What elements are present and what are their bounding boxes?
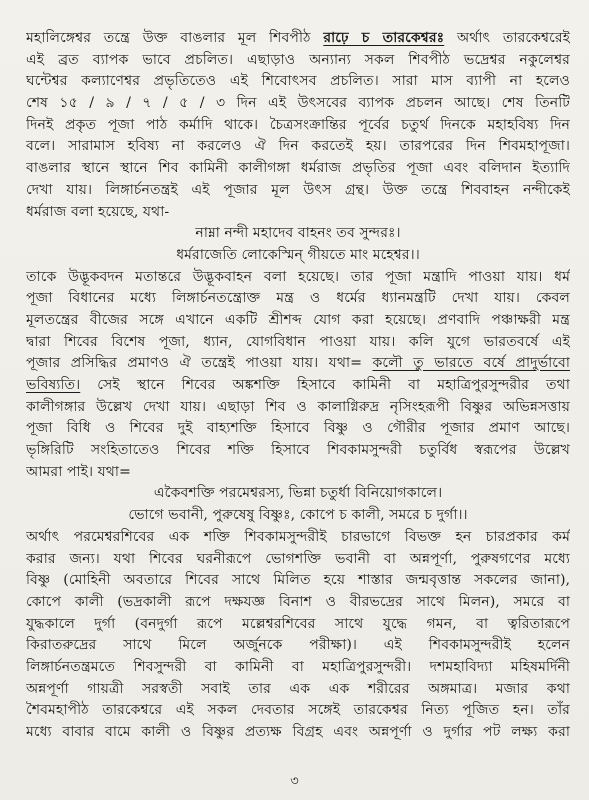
text-line: করার জন্য। যথা শিবের ঘরনীরূপে ভোগশক্তি ভবানী বা অন্নপূর্ণা, পুরুষগণের মধ্যে	[26, 550, 570, 567]
text-line	[26, 28, 570, 50]
emphasized-phrase: রাঢ়ে চ তারকেশ্বরঃ	[323, 30, 445, 46]
verse-line: ভোগে ভবানী, পুরুষেষু বিষ্ণুঃ, কোপে চ কালী, সমরে চ দুর্গা।।	[128, 507, 468, 524]
text-line	[26, 375, 570, 397]
text-line: দিনই প্রকৃত পূজা পাঠ কর্মাদি থাকে। চৈত্রসংক্রান্তির পূর্বের চতুর্থ দিনকে মহাহবিষ্য দিন	[26, 116, 570, 133]
text-line: পূজা বিধি ও শিবের দুই বাহ্যশক্তি হিসাবে বিষ্ণু ও গৌরীর পূজার প্রমাণ আছে।	[26, 420, 570, 437]
text-line: কোপে কালী (ভদ্রকালী রূপে দক্ষযজ্ঞ বিনাশ ও বীরভদ্রের সাথে মিলন), সমরে বা	[26, 593, 570, 610]
text-line: বিষ্ণু (মোহিনী অবতারে শিবের সাথে মিলিত হয়ে শাস্তার জন্মবৃত্তান্ত সকলের জানা),	[26, 572, 570, 589]
text-line: বলে। সারামাস হবিষ্য না করলেও ঐ দিন করতেই হয়। তারপরের দিন শিবমহাপূজা।	[26, 138, 570, 155]
verse-line: ধর্মরাজেতি লোকেস্মিন্ গীয়তে মাং মহেশ্বর।।	[176, 246, 420, 263]
text-line: ভৃঙ্গিরিটি সংহিতাতেও শিবের শক্তি হিসাবে শিবকামসুন্দরী চতুর্বিধ স্বরূপের উল্লেখ	[26, 442, 570, 459]
text-line	[26, 353, 570, 375]
page-number: ৩	[290, 774, 299, 789]
text-segment: মহালিঙ্গেশ্বর তন্ত্রে উক্ত বাঙলার মূল শিবপীঠ	[26, 30, 324, 46]
text-line: এই ব্রত ব্যাপক ভাবে প্রচলিত। এছাড়াও অন্যান্য সকল শিবপীঠ ভদ্রেশ্বর নকুলেশ্বর	[26, 51, 570, 68]
underlined-quote: ভবিষ্যতি।	[26, 377, 81, 393]
text-segment: অর্থাৎ তারকেশ্বরেই	[444, 30, 570, 46]
body-text	[26, 28, 570, 744]
text-line: কিরাতরুদ্রের সাথে মিলে অর্জুনকে পরীক্ষা)। এই শিবকামসুন্দরীই হলেন	[26, 637, 570, 654]
text-line: অর্থাৎ পরমেশ্বরশিবের এক শক্তি শিবকামসুন্দরীই চারভাগে বিভক্ত হন চারপ্রকার কর্ম	[26, 528, 570, 545]
text-segment: পূজার প্রসিদ্ধির প্রমাণও ঐ তন্ত্রেই পাওয়া যায়। যথা=	[26, 355, 373, 372]
text-line: কালীগঙ্গার উল্লেখ দেখা যায়। এছাড়া শিব ও কালাগ্নিরুদ্র নৃসিংহরূপী বিষ্ণুর অভিন্নসত্তায়	[26, 398, 570, 415]
verse-line: একৈবশক্তি পরমেশ্বরস্য, ভিন্না চতুর্ধা বিনিয়োগকালে।	[153, 485, 443, 502]
text-line: দেখা যায়। লিঙ্গার্চনতন্ত্রই এই পূজার মূল উৎস গ্রন্থ। উক্ত তন্ত্রে শিববাহন নন্দীকেই	[26, 181, 570, 198]
text-segment: সেই স্থানে শিবের অঙ্কশক্তি হিসাবে কামিনী বা মহাত্রিপুরসুন্দরীর তথা	[80, 377, 570, 393]
text-line: মূলতন্ত্রের বীজের সঙ্গে এখানে একটি শ্রীশব্দ যোগ করা হয়েছে। প্রণবাদি পঞ্চাক্ষরী মন্ত্র	[26, 311, 570, 328]
text-line: অন্নপূর্ণা গায়ত্রী সরস্বতী সবাই তার এক এক শরীরের অঙ্গমাত্র। মজার কথা	[26, 680, 570, 697]
text-line: শৈবমহাপীঠ তারকেশ্বরে এই সকল দেবতার সঙ্গেই তারকেশ্বর নিত্য পূজিত হন। তাঁর	[26, 702, 570, 719]
text-line: ধর্মরাজ বলা হয়েছে, যথা-	[26, 203, 170, 220]
text-line: শেষ ১৫ / ৯ / ৭ / ৫ / ৩ দিন এই উৎসবের ব্যাপক প্রচলন আছে। শেষ তিনটি	[26, 95, 570, 112]
verse-line: নাম্না নন্দী মহাদেব বাহনং তব সুন্দরঃ।	[195, 225, 401, 242]
text-line: আমরা পাই। যথা=	[26, 463, 131, 480]
text-line: যুদ্ধকালে দুর্গা (বনদুর্গা রূপে মল্লেশ্বরশিবের সাথে যুদ্ধে গমন, বা ত্বরিতারূপে	[26, 615, 570, 632]
underlined-quote: কলৌ তু ভারতে বর্ষে প্রাদুর্ভাবো	[372, 355, 570, 372]
text-line: লিঙ্গার্চনতন্ত্রমতে শিবসুন্দরী বা কামিনী বা মহাত্রিপুরসুন্দরী। দশমহাবিদ্যা মহিষমর্দিনী	[26, 658, 570, 675]
text-line: পূজা বিধানের মধ্যে লিঙ্গার্চনতন্ত্রোক্ত মন্ত্র ও ধর্মের ধ্যানমন্ত্রটি দেখা যায়। কেবল	[26, 290, 570, 307]
text-line: তাকে উদ্ভূকবদন মতান্তরে উদ্ভূকবাহন বলা হয়েছে। তার পূজা মন্ত্রাদি পাওয়া যায়। ধর্ম	[26, 268, 570, 285]
text-line: ঘন্টেশ্বর কল্যাণেশ্বর প্রভৃতিতেও এই শিবোৎসব প্রচলিত। সারা মাস ব্যাপী না হলেও	[26, 73, 570, 90]
text-line: বাঙলার স্থানে স্থানে শিব কামিনী কালীগঙ্গা ধর্মরাজ প্রভৃতির পূজা এবং বলিদান ইত্যাদি	[26, 160, 570, 177]
text-line: মধ্যে বাবার বামে কালী ও বিষ্ণুর প্রত্যক্ষ বিগ্রহ এবং অন্নপূর্ণা ও দুর্গার পট লক্ষ্য করা	[26, 724, 570, 740]
text-line: দ্বারা শিবের বিশেষ পূজা, ধ্যান, যোগবিধান পাওয়া যায়। কলি যুগে ভারতবর্ষে এই	[26, 333, 570, 350]
